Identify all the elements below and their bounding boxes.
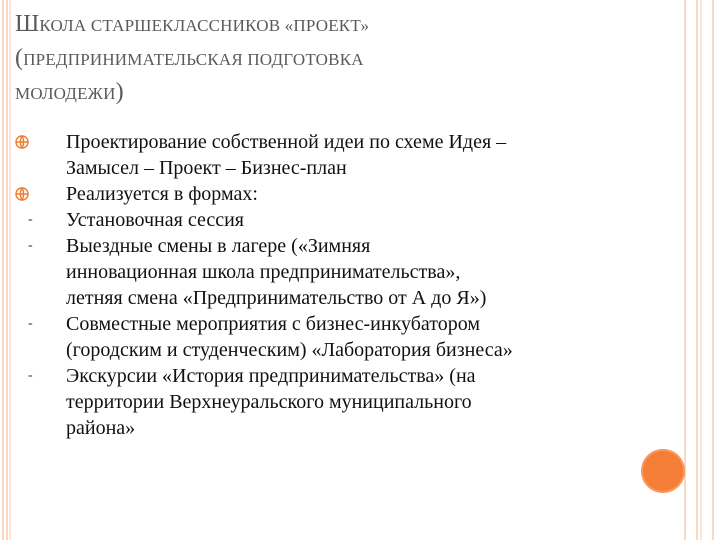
bullet-icon bbox=[15, 181, 31, 207]
title-line: ШКОЛА СТАРШЕКЛАССНИКОВ «ПРОЕКТ» bbox=[15, 11, 370, 37]
right-border-decoration bbox=[683, 0, 720, 540]
dash-marker: - bbox=[28, 238, 33, 253]
dash-marker: - bbox=[28, 368, 33, 383]
slide-title bbox=[15, 8, 615, 110]
dash-marker: - bbox=[28, 212, 33, 227]
left-border-decoration bbox=[0, 0, 12, 540]
list-item: Проектирование собственной идеи по схеме Идея – Замысел – Проект – Бизнес-план bbox=[66, 129, 626, 181]
list-item: - Экскурсии «История предпринимательства» (на территории Верхнеуральского муниципального района» bbox=[28, 365, 476, 439]
decorative-circle bbox=[641, 449, 685, 493]
list-item: - Установочная сессия bbox=[28, 209, 244, 231]
bullet-icon bbox=[15, 129, 31, 155]
list-item: - Совместные мероприятия с бизнес-инкубатором (городским и студенческим) «Лаборатория бизнеса» bbox=[28, 313, 513, 361]
dash-marker: - bbox=[28, 316, 33, 331]
list-item: Реализуется в формах: bbox=[66, 181, 626, 207]
list-item: - Выездные смены в лагере («Зимняя инновационная школа предпринимательства», летняя смена «Предпринимательство от А до Я») bbox=[28, 235, 487, 309]
bullet-list bbox=[28, 129, 626, 441]
title-line: (ПРЕДПРИНИМАТЕЛЬСКАЯ ПОДГОТОВКА bbox=[15, 45, 364, 71]
title-line: МОЛОДЕЖИ) bbox=[15, 79, 124, 105]
